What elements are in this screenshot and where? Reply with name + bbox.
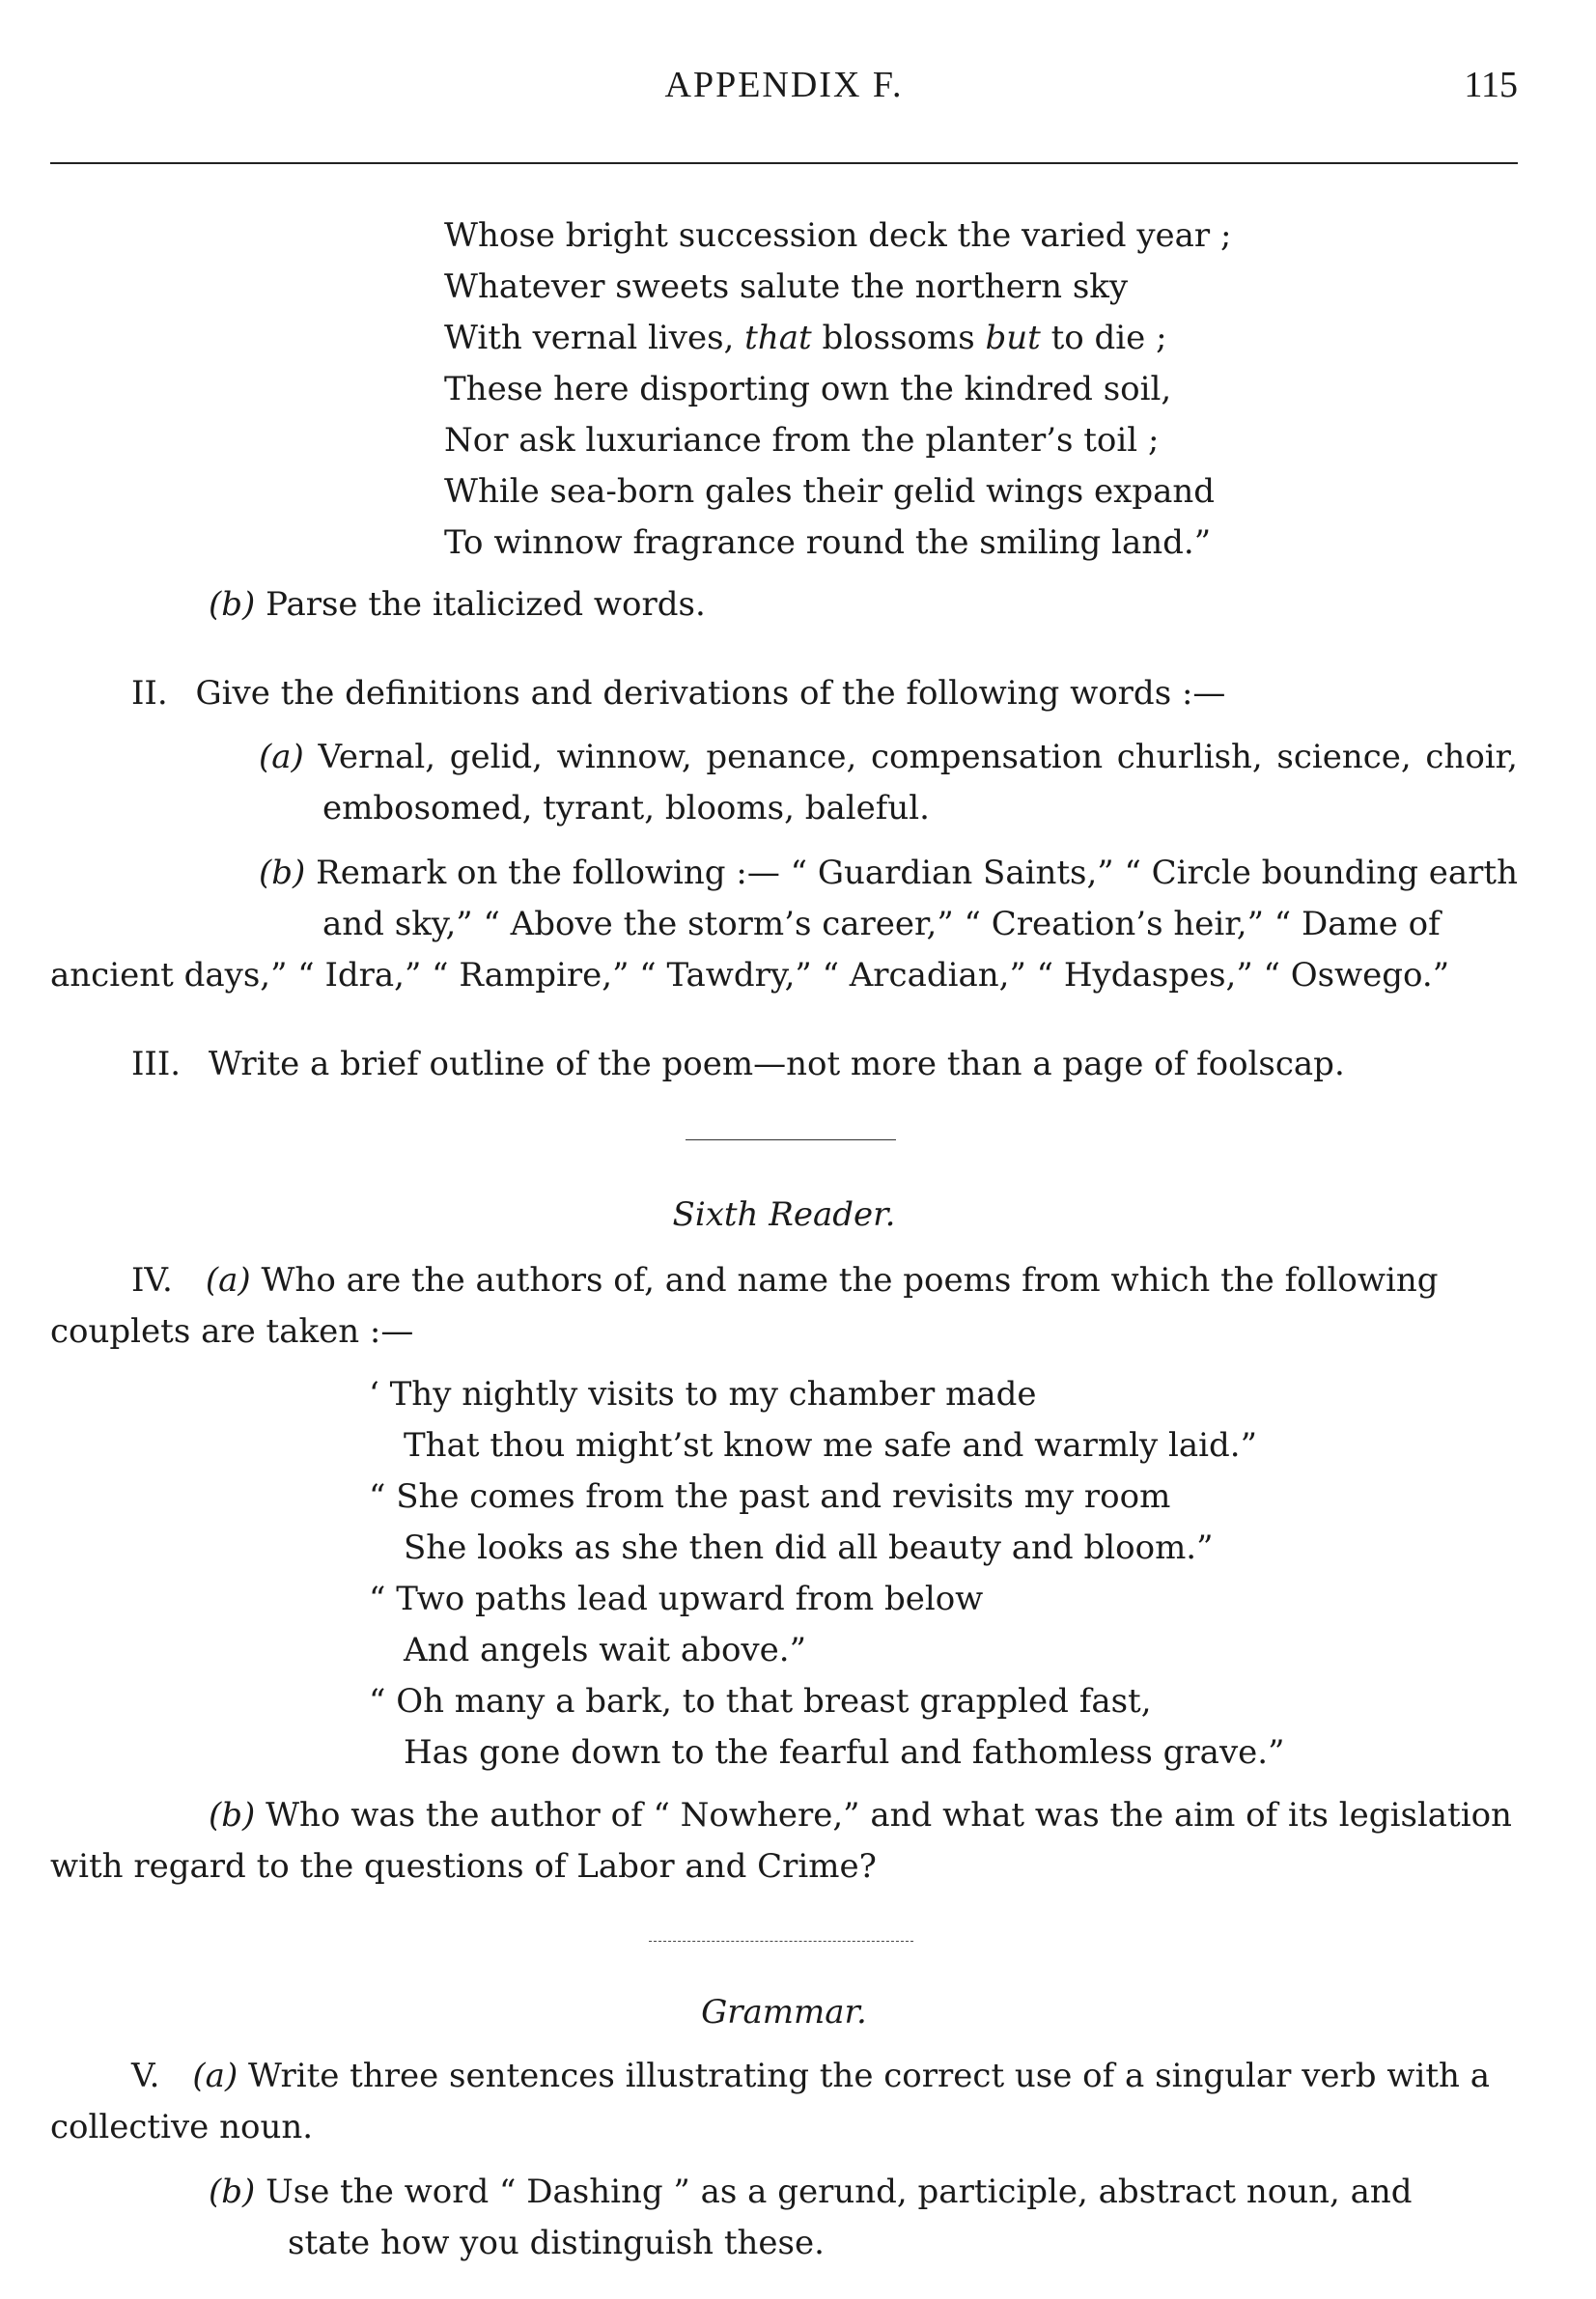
question-2 bbox=[131, 668, 1483, 719]
sub-marker: (b) bbox=[209, 2173, 256, 2211]
italic-word: that bbox=[744, 319, 812, 357]
answer-para bbox=[50, 1790, 1518, 1841]
header-rule bbox=[50, 162, 1518, 164]
question-text: Write three sentences illustrating the correct use of a singular verb with a bbox=[238, 2057, 1490, 2095]
question-5b bbox=[50, 2167, 1518, 2269]
verse-line: Nor ask luxuriance from the planter’s toil ; bbox=[444, 421, 1160, 460]
question-2a bbox=[50, 732, 1518, 834]
answer-para bbox=[50, 2167, 1518, 2218]
question-text: Vernal, gelid, winnow, penance, compensation churlish, science, choir, embosomed, tyrant, blooms, baleful. bbox=[303, 738, 1518, 827]
question-text-cont: collective noun. bbox=[50, 2108, 314, 2146]
verse-text: blossoms bbox=[811, 319, 986, 357]
section-title: Grammar. bbox=[701, 1993, 867, 2032]
question-5a bbox=[50, 2051, 1518, 2153]
couplet-line: And angels wait above.” bbox=[404, 1631, 806, 1669]
couplets-block bbox=[369, 1369, 1479, 1779]
section-divider bbox=[649, 1941, 913, 1942]
verse-text: With vernal lives, bbox=[444, 319, 745, 357]
question-text-cont: with regard to the questions of Labor and Crime? bbox=[50, 1847, 877, 1886]
question-text-cont: ancient days,” “ Idra,” “ Rampire,” “ Tawdry,” “ Arcadian,” “ Hydaspes,” “ Oswego.” bbox=[50, 956, 1450, 995]
question-4b bbox=[50, 1790, 1518, 1892]
running-title: APPENDIX F. bbox=[664, 65, 904, 105]
sub-marker: (a) bbox=[192, 2057, 238, 2095]
question-numeral: IV. bbox=[131, 1261, 173, 1300]
page-header bbox=[50, 60, 1518, 118]
couplet-line: “ Two paths lead upward from below bbox=[369, 1580, 984, 1618]
verse-line bbox=[444, 313, 1506, 364]
couplet-line: She looks as she then did all beauty and bloom.” bbox=[404, 1528, 1214, 1567]
question-2b bbox=[50, 848, 1518, 1001]
sub-marker: (a) bbox=[259, 738, 304, 776]
question-4a bbox=[50, 1255, 1518, 1358]
question-text: Write a brief outline of the poem—not more than a page of foolscap. bbox=[208, 1045, 1345, 1083]
sub-marker: (b) bbox=[259, 854, 306, 892]
verse-line: Whose bright succession deck the varied year ; bbox=[444, 216, 1232, 255]
section-divider bbox=[686, 1139, 896, 1140]
couplet-line: Has gone down to the fearful and fathomless grave.” bbox=[404, 1733, 1285, 1772]
question-text-cont: state how you distinguish these. bbox=[288, 2224, 825, 2262]
answer-para bbox=[50, 2051, 1518, 2102]
question-numeral: II. bbox=[131, 674, 168, 713]
answer-para bbox=[50, 732, 1518, 834]
verse-block bbox=[444, 210, 1506, 569]
verse-line: While sea-born gales their gelid wings expand bbox=[444, 472, 1216, 511]
question-text: Parse the italicized words. bbox=[255, 585, 706, 624]
verse-line: To winnow fragrance round the smiling land.” bbox=[444, 523, 1212, 562]
question-text: Give the definitions and derivations of the following words :— bbox=[195, 674, 1226, 713]
question-1b bbox=[209, 579, 1464, 631]
question-text-cont: couplets are taken :— bbox=[50, 1312, 414, 1351]
question-text: Use the word “ Dashing ” as a gerund, participle, abstract noun, and bbox=[255, 2173, 1413, 2211]
couplet-line: “ She comes from the past and revisits my room bbox=[369, 1477, 1171, 1516]
answer-para bbox=[50, 1255, 1518, 1306]
sub-marker: (a) bbox=[205, 1261, 251, 1300]
couplet-line: ‘ Thy nightly visits to my chamber made bbox=[369, 1375, 1037, 1414]
verse-text: to die ; bbox=[1040, 319, 1167, 357]
verse-line: Whatever sweets salute the northern sky bbox=[444, 267, 1129, 306]
section-title: Sixth Reader. bbox=[672, 1195, 896, 1234]
document-page bbox=[50, 0, 1518, 2299]
sub-marker: (b) bbox=[209, 585, 256, 624]
question-text: Remark on the following :— “ Guardian Saints,” “ Circle bounding earth and sky,” “ Above the storm’s career,” “ Creation’s heir,” “ Dame of bbox=[305, 854, 1518, 943]
question-text: Who are the authors of, and name the poems from which the following bbox=[250, 1261, 1439, 1300]
couplet-line: “ Oh many a bark, to that breast grappled fast, bbox=[369, 1682, 1152, 1721]
question-3 bbox=[131, 1039, 1483, 1090]
answer-para bbox=[50, 848, 1518, 950]
couplet-line: That thou might’st know me safe and warmly laid.” bbox=[404, 1426, 1257, 1465]
sub-marker: (b) bbox=[209, 1796, 256, 1835]
italic-word: but bbox=[985, 319, 1041, 357]
page-number: 115 bbox=[1464, 65, 1518, 105]
question-numeral: V. bbox=[131, 2057, 160, 2095]
question-numeral: III. bbox=[131, 1045, 182, 1083]
question-text: Who was the author of “ Nowhere,” and what was the aim of its legislation bbox=[255, 1796, 1512, 1835]
verse-line: These here disporting own the kindred soil, bbox=[444, 370, 1172, 408]
